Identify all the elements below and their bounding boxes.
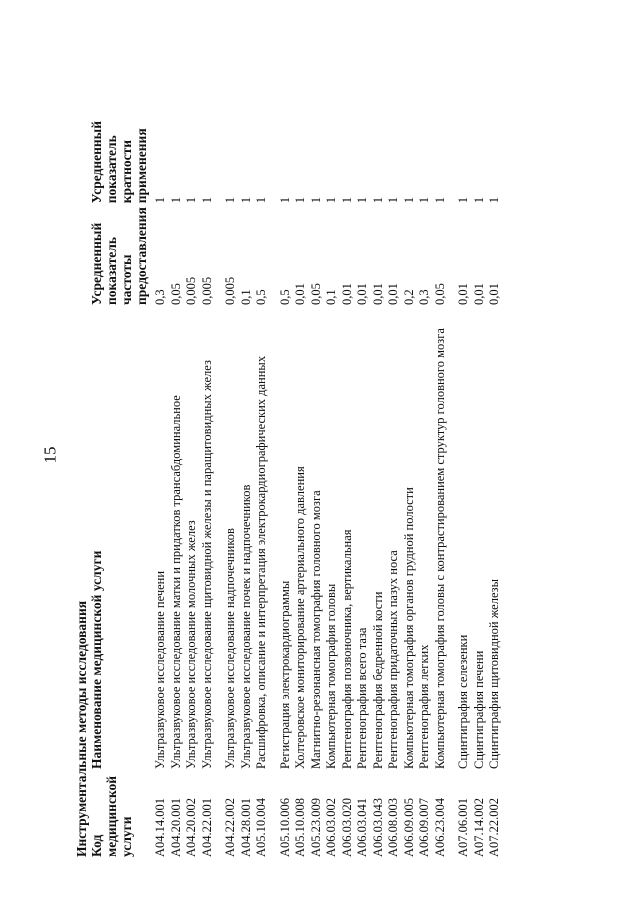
cell-code: A07.22.002 — [487, 797, 501, 857]
table-row — [371, 117, 387, 857]
cell-frequency: 0,5 — [277, 289, 292, 305]
cell-frequency: 0,5 — [254, 289, 268, 305]
table-row — [472, 117, 488, 857]
cell-name: Регистрация электрокардиограммы — [277, 580, 292, 769]
cell-multiplicity: 1 — [401, 197, 416, 204]
cell-frequency: 0,3 — [417, 289, 431, 305]
cell-multiplicity: 1 — [487, 197, 501, 204]
table-row — [215, 117, 239, 857]
cell-name: Сцинтиграфия печени — [471, 650, 486, 769]
cell-name: Магнитно-резонансная томография головного мозга — [308, 490, 323, 769]
cell-name: Компьютерная томография головы — [324, 583, 338, 769]
cell-multiplicity: 1 — [417, 197, 431, 204]
cell-name: Ультразвуковое исследование надпочечников — [223, 528, 237, 769]
cell-name: Компьютерная томография органов грудной полости — [401, 487, 416, 769]
cell-frequency: 0,05 — [432, 283, 447, 305]
cell-frequency: 0,01 — [386, 283, 400, 305]
table-row — [340, 117, 356, 857]
cell-name: Ультразвуковое исследование матки и придатков трансабдоминальное — [168, 395, 183, 769]
header-frequency: Усредненный показатель частоты предоставления — [89, 207, 149, 305]
cell-multiplicity: 1 — [168, 197, 183, 204]
table-row — [200, 117, 216, 857]
table-row — [239, 117, 255, 857]
rotated-page-content — [70, 65, 630, 865]
cell-name: Ультразвуковое исследование молочных желез — [184, 520, 198, 769]
cell-multiplicity: 1 — [277, 197, 292, 204]
cell-multiplicity: 1 — [238, 197, 253, 204]
cell-code: A04.14.001 — [153, 797, 167, 857]
page-number: 15 — [40, 446, 60, 464]
cell-code: A06.03.041 — [355, 797, 369, 857]
table-row — [402, 117, 418, 857]
table-row — [417, 117, 433, 857]
cell-frequency: 0,05 — [308, 283, 323, 305]
cell-name: Рентгенография всего таза — [355, 627, 369, 769]
cell-frequency: 0,1 — [238, 289, 253, 305]
cell-frequency: 0,01 — [471, 283, 486, 305]
cell-frequency: 0,005 — [223, 276, 237, 305]
cell-code: A04.28.001 — [238, 797, 253, 857]
cell-code: A06.08.003 — [386, 797, 400, 857]
cell-multiplicity: 1 — [386, 197, 400, 204]
cell-name: Сцинтиграфия щитовидной железы — [487, 578, 501, 769]
cell-code: A06.09.007 — [417, 797, 431, 857]
table-row — [309, 117, 325, 857]
table-header-row — [89, 117, 153, 857]
cell-multiplicity: 1 — [199, 197, 214, 204]
cell-name: Рентгенография легких — [417, 644, 431, 769]
cell-name: Ультразвуковое исследование печени — [153, 570, 167, 769]
cell-code: A06.23.004 — [432, 797, 447, 857]
cell-multiplicity: 1 — [324, 197, 338, 204]
cell-multiplicity: 1 — [308, 197, 323, 204]
cell-multiplicity: 1 — [223, 197, 237, 204]
cell-multiplicity: 1 — [153, 197, 167, 204]
cell-code: A04.22.001 — [199, 797, 214, 857]
cell-multiplicity: 1 — [293, 197, 307, 204]
cell-frequency: 0,005 — [199, 276, 214, 305]
cell-name: Сцинтиграфия селезенки — [456, 634, 470, 769]
cell-code: A06.03.002 — [324, 797, 338, 857]
cell-frequency: 0,01 — [487, 283, 501, 305]
cell-frequency: 0,01 — [293, 283, 307, 305]
header-name: Наименование медицинской услуги — [89, 550, 104, 769]
table-row — [433, 117, 449, 857]
cell-multiplicity: 1 — [184, 197, 198, 204]
cell-code: A05.23.009 — [308, 797, 323, 857]
cell-multiplicity: 1 — [254, 197, 268, 204]
table-row — [324, 117, 340, 857]
table-body — [153, 117, 503, 857]
table-row — [293, 117, 309, 857]
cell-multiplicity: 1 — [339, 197, 354, 204]
cell-multiplicity: 1 — [456, 197, 470, 204]
table-row — [184, 117, 200, 857]
cell-name: Холтеровское мониторирование артериального давления — [293, 466, 307, 769]
cell-name: Ультразвуковое исследование щитовидной железы и паращитовидных желез — [199, 360, 214, 769]
cell-name: Компьютерная томография головы с контрастированием структур головного мозга — [432, 328, 447, 769]
cell-code: A05.10.004 — [254, 797, 268, 857]
table-row — [448, 117, 472, 857]
cell-code: A07.06.001 — [456, 797, 470, 857]
header-code: Код медицинской услуги — [89, 775, 134, 857]
table-row — [487, 117, 503, 857]
cell-name: Рентгенография позвоночника, вертикальная — [339, 529, 354, 769]
cell-name: Ультразвуковое исследование почек и надпочечников — [238, 484, 253, 769]
table-row — [355, 117, 371, 857]
services-table — [89, 117, 503, 857]
cell-frequency: 0,01 — [370, 283, 385, 305]
table-row — [153, 117, 169, 857]
section-title: Инструментальные методы исследования — [74, 600, 89, 857]
cell-code: A07.14.002 — [471, 797, 486, 857]
cell-code: A05.10.006 — [277, 797, 292, 857]
cell-name: Рентгенография бедренной кости — [370, 591, 385, 769]
cell-frequency: 0,01 — [339, 283, 354, 305]
header-multiplicity: Усредненный показатель кратности применения — [89, 121, 149, 204]
cell-multiplicity: 1 — [355, 197, 369, 204]
cell-name: Рентгенография придаточных пазух носа — [386, 550, 400, 769]
cell-frequency: 0,01 — [456, 283, 470, 305]
cell-code: A06.09.005 — [401, 797, 416, 857]
table-row — [386, 117, 402, 857]
cell-name: Расшифровка, описание и интерпретация электрокардиографических данных — [254, 355, 268, 769]
cell-code: A05.10.008 — [293, 797, 307, 857]
cell-multiplicity: 1 — [471, 197, 486, 204]
cell-code: A04.20.001 — [168, 797, 183, 857]
cell-frequency: 0,3 — [153, 289, 167, 305]
cell-code: A06.03.020 — [339, 797, 354, 857]
cell-code: A04.20.002 — [184, 797, 198, 857]
cell-frequency: 0,005 — [184, 276, 198, 305]
cell-multiplicity: 1 — [432, 197, 447, 204]
table-row — [254, 117, 270, 857]
cell-multiplicity: 1 — [370, 197, 385, 204]
cell-frequency: 0,05 — [168, 283, 183, 305]
table-row — [270, 117, 294, 857]
cell-frequency: 0,1 — [324, 289, 338, 305]
cell-frequency: 0,01 — [355, 283, 369, 305]
table-row — [169, 117, 185, 857]
cell-code: A06.03.043 — [370, 797, 385, 857]
cell-code: A04.22.002 — [223, 797, 237, 857]
cell-frequency: 0,2 — [401, 289, 416, 305]
